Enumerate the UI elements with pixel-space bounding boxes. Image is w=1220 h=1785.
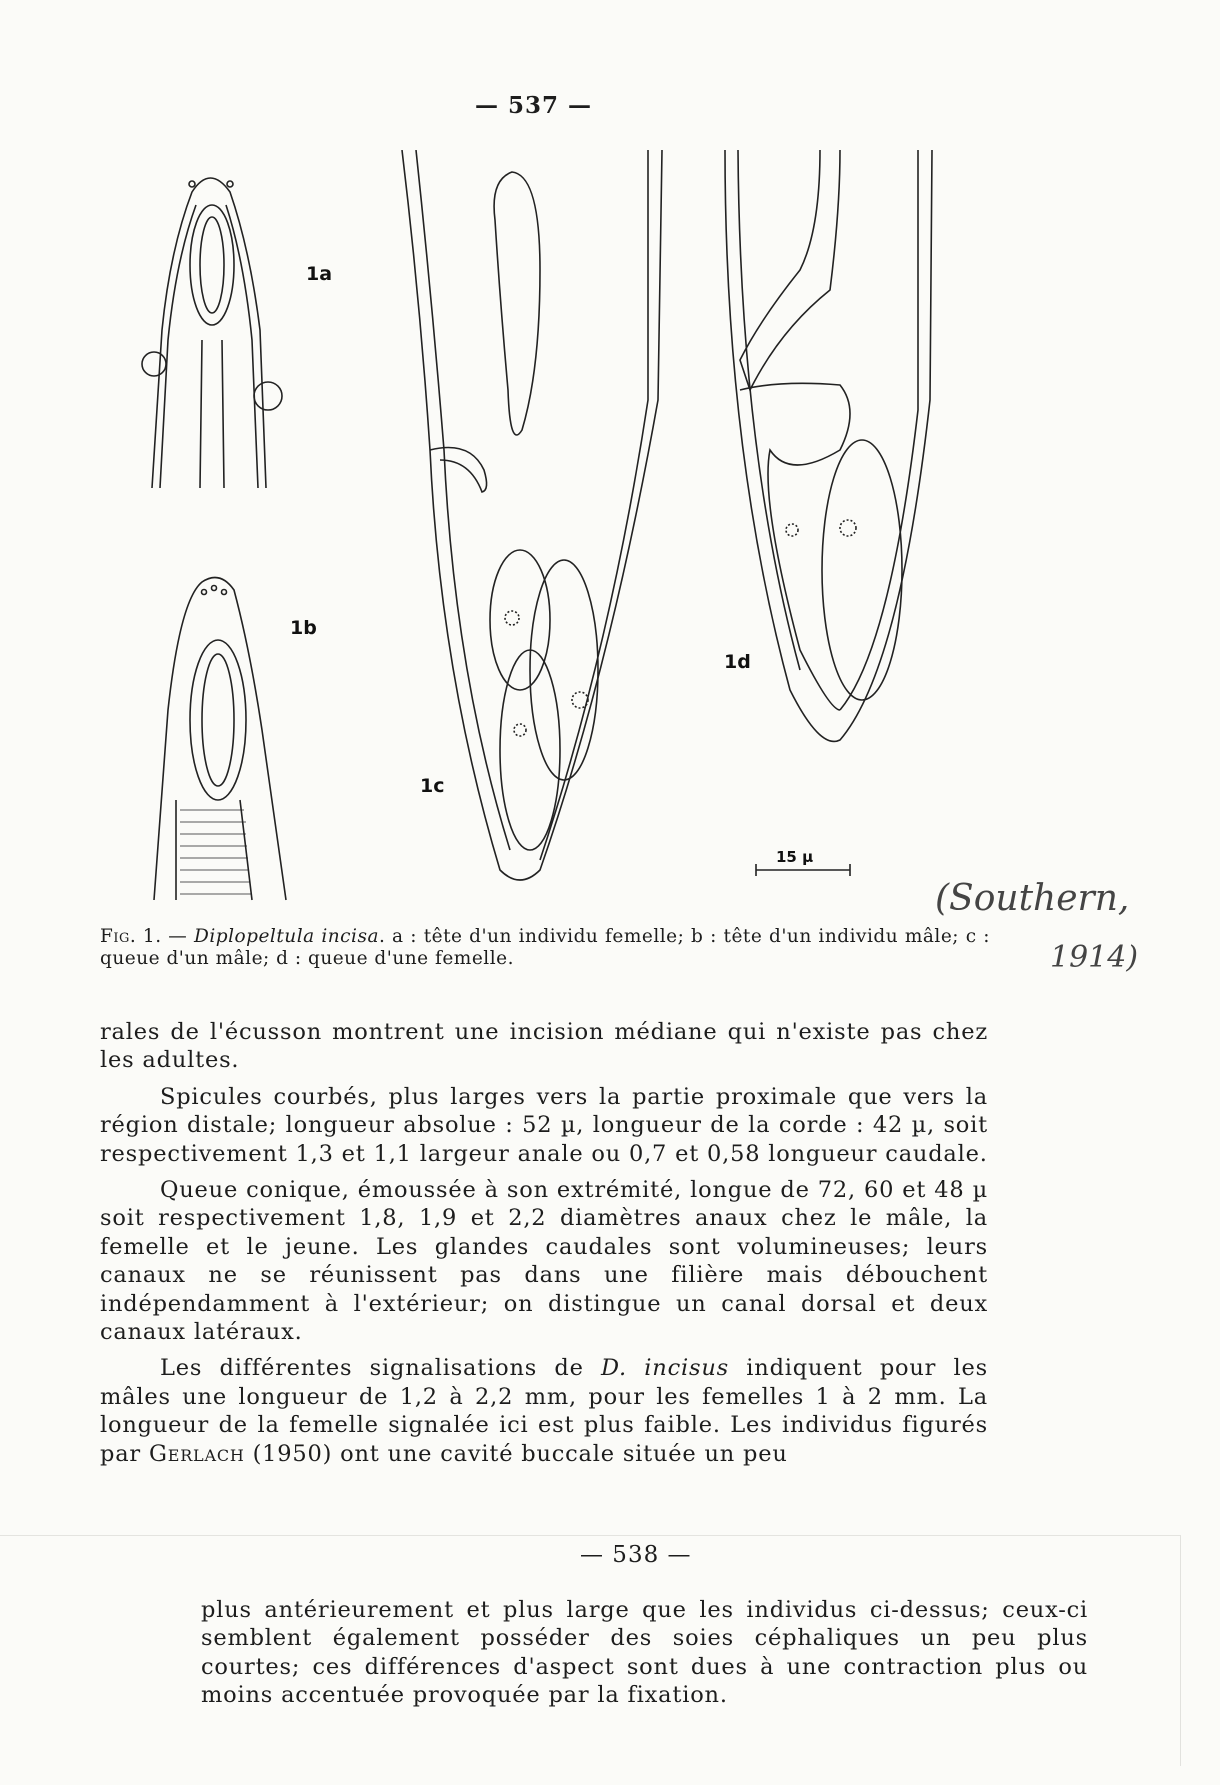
caption-dash: — — [161, 926, 194, 947]
page-number-537: — 537 — — [475, 92, 593, 119]
handwritten-annotation-line2: 1914) — [1050, 940, 1139, 975]
caption-text: . a : tête d'un individu femelle; b : tête d'un individu mâle; c : queue d'un mâle; d : queue d'une femelle. — [100, 926, 990, 969]
figure-1d-female-tail — [725, 150, 932, 741]
next-page-paragraph: plus antérieurement et plus large que les individus ci-dessus; ceux-ci semblent également posséder des soies céphaliques un peu plus courtes; ces différences d'aspect sont dues à une contraction plus ou moins accentuée provoquée par la fixation. — [201, 1597, 1088, 1709]
paragraph-4 — [100, 1354, 988, 1468]
p4-species: D. incisus — [601, 1355, 729, 1382]
figure-1b-male-head — [154, 578, 286, 901]
paragraph-2: Spicules courbés, plus larges vers la partie proximale que vers la région distale; longueur absolue : 52 µ, longueur de la corde : 42 µ, soit respectivement 1,3 et 1,1 largeur anale ou 0,7 et 0,58 longueur caudale. — [100, 1083, 988, 1167]
p4-text-b: indiquent pour les mâles une longueur de 1,2 à 2,2 mm, pour les femelles 1 à 2 mm. La longueur de la femelle signalée ici est plus faible. Les individus figurés par — [100, 1355, 988, 1467]
paragraph-1: rales de l'écusson montrent une incision médiane qui n'existe pas chez les adultes. — [100, 1019, 988, 1074]
figure-1c-male-tail — [402, 150, 662, 880]
caption-fig-number: Fig. 1. — [100, 926, 162, 947]
paragraph-3: Queue conique, émoussée à son extrémité, longue de 72, 60 et 48 µ soit respectivement 1,8, 1,9 et 2,2 diamètres anaux chez le mâle, la femelle et le jeune. Les glandes caudales sont volumineuses; leurs canaux ne se réunissent pas dans une filière mais débouchent indépendamment à l'extérieur; on distingue un canal dorsal et deux canaux latéraux. — [100, 1177, 988, 1346]
p4-text-a: Les différentes signalisations de — [160, 1355, 602, 1382]
figure-label-1c: 1c — [420, 775, 445, 797]
figure-1a-female-head — [142, 178, 282, 488]
figure-label-1a: 1a — [306, 263, 333, 285]
next-page-text — [201, 1596, 1088, 1710]
scale-bar-label: 15 µ — [776, 848, 814, 866]
figure-label-1b: 1b — [290, 617, 317, 639]
p4-text-c: (1950) ont une cavité buccale située un peu — [244, 1440, 788, 1467]
caption-species: Diplopeltula incisa — [194, 926, 379, 947]
scale-bar — [756, 848, 850, 876]
nematode-figure — [140, 150, 1020, 910]
page-number-538: — 538 — — [580, 1542, 692, 1568]
p4-author: Gerlach — [148, 1440, 245, 1467]
figure-label-1d: 1d — [724, 651, 751, 673]
figure-caption — [100, 926, 990, 970]
handwritten-annotation-line1: (Southern, — [935, 878, 1130, 919]
body-text — [100, 1018, 988, 1468]
